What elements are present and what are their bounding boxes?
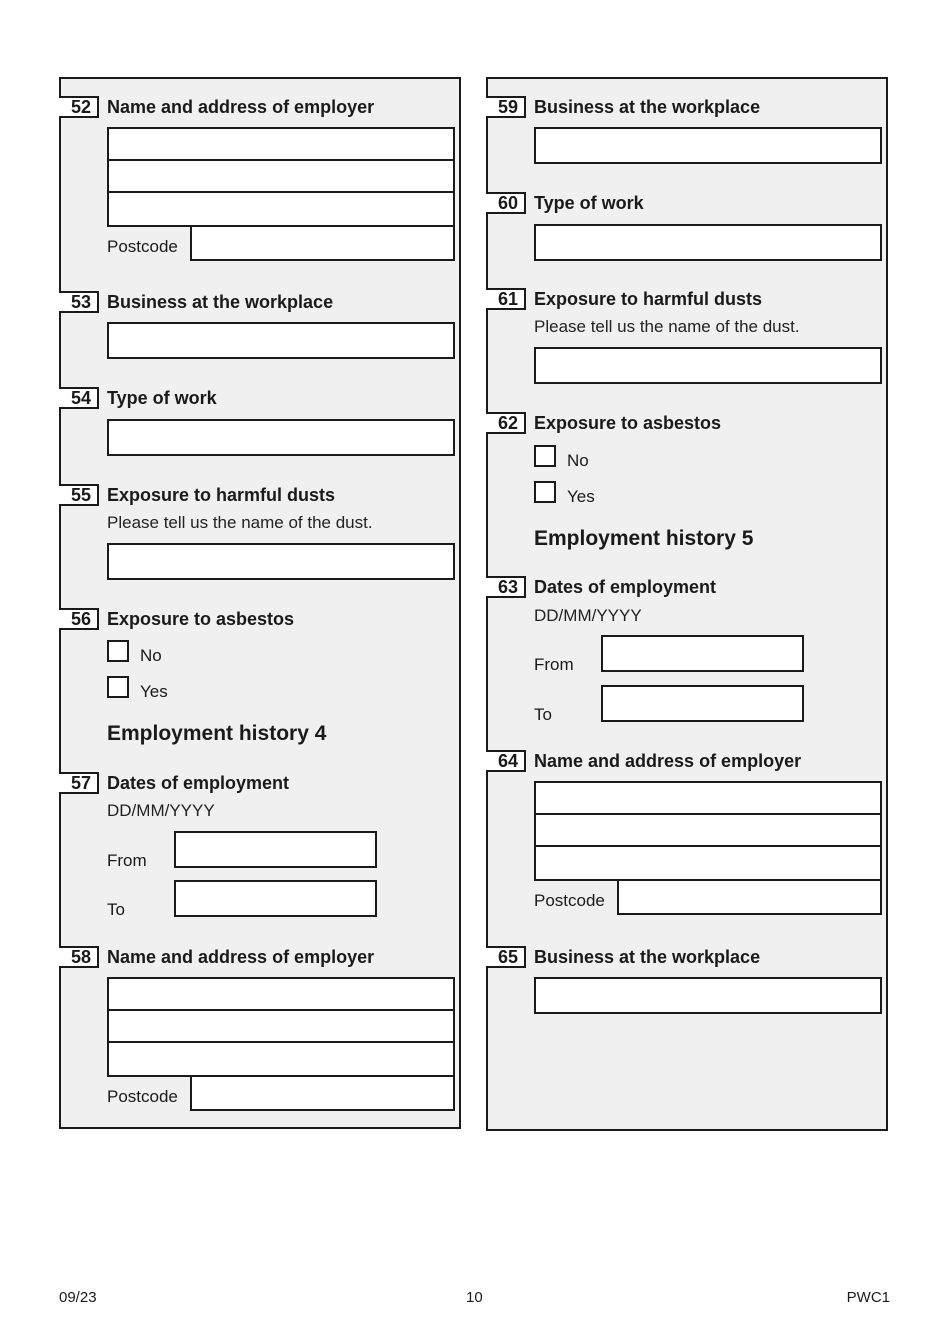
question-title: Dates of employment bbox=[107, 773, 290, 793]
question-title: Business at the workplace bbox=[107, 292, 334, 312]
asbestos-no-label: No bbox=[567, 451, 589, 470]
asbestos-no-checkbox[interactable] bbox=[107, 640, 129, 662]
question-number: 59 bbox=[486, 96, 526, 118]
question-number: 55 bbox=[59, 484, 99, 506]
section-heading: Employment history 5 bbox=[534, 527, 754, 550]
address-line-3-input[interactable] bbox=[107, 191, 455, 227]
question-number: 52 bbox=[59, 96, 99, 118]
from-date-input[interactable] bbox=[601, 635, 804, 672]
postcode-label: Postcode bbox=[534, 891, 605, 910]
address-line-1-input[interactable] bbox=[107, 977, 455, 1011]
from-date-input[interactable] bbox=[174, 831, 377, 868]
question-title: Dates of employment bbox=[534, 577, 717, 597]
date-format-hint: DD/MM/YYYY bbox=[534, 606, 642, 625]
question-number: 53 bbox=[59, 291, 99, 313]
question-title: Business at the workplace bbox=[534, 97, 761, 117]
question-number: 58 bbox=[59, 946, 99, 968]
harmful-dust-input[interactable] bbox=[534, 347, 882, 384]
page-number: 10 bbox=[466, 1289, 483, 1306]
to-label: To bbox=[107, 900, 125, 919]
right-form-panel bbox=[486, 77, 888, 1131]
postcode-label: Postcode bbox=[107, 1087, 178, 1106]
question-title: Type of work bbox=[534, 193, 644, 213]
business-at-workplace-input[interactable] bbox=[534, 127, 882, 164]
asbestos-yes-checkbox[interactable] bbox=[534, 481, 556, 503]
to-date-input[interactable] bbox=[174, 880, 377, 917]
form-code: PWC1 bbox=[846, 1289, 890, 1306]
question-number: 57 bbox=[59, 772, 99, 794]
dust-hint: Please tell us the name of the dust. bbox=[534, 317, 800, 336]
question-title: Exposure to harmful dusts bbox=[534, 289, 763, 309]
business-at-workplace-input[interactable] bbox=[107, 322, 455, 359]
question-number: 56 bbox=[59, 608, 99, 630]
left-form-panel bbox=[59, 77, 461, 1129]
business-at-workplace-input[interactable] bbox=[534, 977, 882, 1014]
address-line-1-input[interactable] bbox=[534, 781, 882, 815]
question-number: 54 bbox=[59, 387, 99, 409]
address-line-1-input[interactable] bbox=[107, 127, 455, 161]
asbestos-yes-label: Yes bbox=[140, 682, 168, 701]
postcode-label: Postcode bbox=[107, 237, 178, 256]
section-heading: Employment history 4 bbox=[107, 722, 327, 745]
question-number: 65 bbox=[486, 946, 526, 968]
question-title: Name and address of employer bbox=[107, 947, 375, 967]
question-title: Business at the workplace bbox=[534, 947, 761, 967]
question-title: Exposure to asbestos bbox=[107, 609, 295, 629]
question-number: 62 bbox=[486, 412, 526, 434]
question-title: Name and address of employer bbox=[107, 97, 375, 117]
postcode-input[interactable] bbox=[190, 1075, 455, 1111]
address-line-2-input[interactable] bbox=[107, 159, 455, 193]
dust-hint: Please tell us the name of the dust. bbox=[107, 513, 373, 532]
asbestos-yes-label: Yes bbox=[567, 487, 595, 506]
question-title: Exposure to asbestos bbox=[534, 413, 722, 433]
asbestos-yes-checkbox[interactable] bbox=[107, 676, 129, 698]
from-label: From bbox=[534, 655, 574, 674]
from-label: From bbox=[107, 851, 147, 870]
question-title: Exposure to harmful dusts bbox=[107, 485, 336, 505]
asbestos-no-checkbox[interactable] bbox=[534, 445, 556, 467]
harmful-dust-input[interactable] bbox=[107, 543, 455, 580]
address-line-3-input[interactable] bbox=[534, 845, 882, 881]
type-of-work-input[interactable] bbox=[534, 224, 882, 261]
question-title: Type of work bbox=[107, 388, 217, 408]
question-number: 60 bbox=[486, 192, 526, 214]
date-format-hint: DD/MM/YYYY bbox=[107, 801, 215, 820]
to-date-input[interactable] bbox=[601, 685, 804, 722]
address-line-3-input[interactable] bbox=[107, 1041, 455, 1077]
question-number: 64 bbox=[486, 750, 526, 772]
address-line-2-input[interactable] bbox=[107, 1009, 455, 1043]
type-of-work-input[interactable] bbox=[107, 419, 455, 456]
postcode-input[interactable] bbox=[617, 879, 882, 915]
footer-date: 09/23 bbox=[59, 1289, 97, 1306]
postcode-input[interactable] bbox=[190, 225, 455, 261]
question-title: Name and address of employer bbox=[534, 751, 802, 771]
asbestos-no-label: No bbox=[140, 646, 162, 665]
question-number: 61 bbox=[486, 288, 526, 310]
address-line-2-input[interactable] bbox=[534, 813, 882, 847]
to-label: To bbox=[534, 705, 552, 724]
question-number: 63 bbox=[486, 576, 526, 598]
